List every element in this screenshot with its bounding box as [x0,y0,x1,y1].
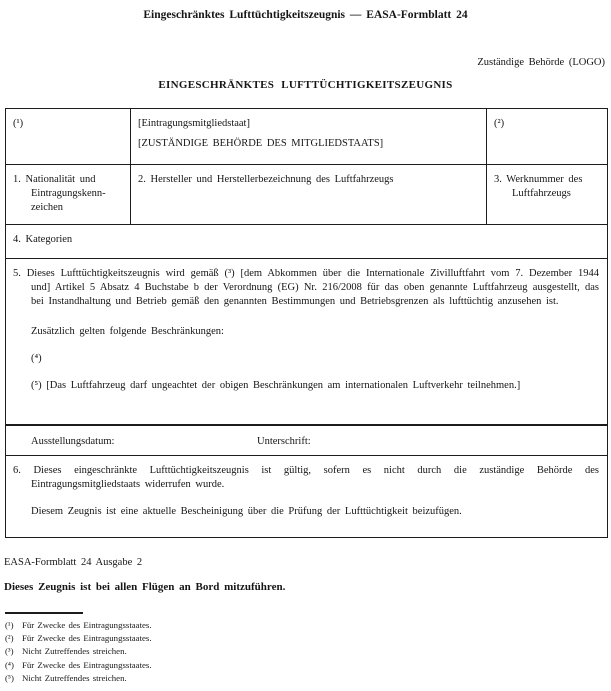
field-nationality-label: 1. Nationalität und Eintragungskenn-zeichen [13,174,106,213]
item-5-restrictions-intro: Zusätzlich gelten folgende Beschränkungen: [31,326,224,337]
item-6-cell [6,456,608,538]
carry-on-board-note: Dieses Zeugnis ist bei allen Flügen an Bord mitzuführen. [4,581,286,593]
signature-label: Unterschrift: [257,435,311,447]
footnote-line-1 [5,619,152,632]
footnote-line-4 [5,659,152,672]
field-manufacturer-label: 2. Hersteller und Herstellerbezeichnung des Luftfahrzeugs [138,174,394,185]
footnote-text-3: Nicht Zutreffendes streichen. [22,646,127,657]
item-5-paragraph: 5. Dieses Lufttüchtigkeitszeugnis wird gemäß (³) [dem Abkommen über die Internationale Zivilluftfahrt vom 7. Dezember 1944 und] Artikel 5 Absatz 4 Buchstabe b der Verordnung (EG) Nr. 216/2008 für das oben genannte Luftfahrzeug ausgestellt, das bei Instandhaltung und Betrieb gemäß den genannten Bestimmungen und Betriebsgrenzen als lufttüchtig anzusehen ist. [13,268,599,307]
footnote-marker-3: (³) [5,646,14,657]
footnote-marker-4: (⁴) [5,659,14,670]
field-manufacturer-cell [131,165,487,225]
field-nationality-cell [6,165,131,225]
footnote-line-5 [5,672,152,685]
footnote-ref-2: (²) [494,118,505,129]
certificate-table [5,108,608,538]
member-state-line: [Eintragungsmitgliedstaat] [138,118,250,129]
member-state-cell [131,109,487,165]
item-5-cell [6,259,608,425]
item-5-international-note: (⁵) [Das Luftfahrzeug darf ungeachtet der obigen Beschränkungen am internationalen Luftverkehr teilnehmen.] [31,380,521,391]
footnote-ref-1-cell [6,109,131,165]
form-title: Eingeschränktes Lufttüchtigkeitszeugnis — EASA-Formblatt 24 [143,9,468,21]
field-categories-cell [6,225,608,259]
authority-logo-label: Zuständige Behörde (LOGO) [477,57,605,68]
footnote-line-2 [5,632,152,645]
footnote-line-3 [5,645,152,658]
item-6-paragraph-1: 6. Dieses eingeschränkte Lufttüchtigkeitszeugnis ist gültig, sofern es nicht durch die zuständige Behörde des Eintragungsmitgliedstaats widerrufen wurde. [13,465,599,490]
signature-row [6,425,608,456]
footnote-marker-1: (¹) [5,620,14,630]
footnote-text-4: Für Zwecke des Eintragungsstaates. [22,659,152,670]
field-categories-label: 4. Kategorien [13,234,73,245]
field-serial-number-label: 3. Werknummer des Luftfahrzeugs [494,174,583,199]
header-row [6,109,608,165]
footnote-marker-2: (²) [5,633,14,644]
item-5-row [6,259,608,425]
item-6-row [6,456,608,538]
footnote-text-2: Für Zwecke des Eintragungsstaates. [22,633,152,644]
footnote-ref-1: (¹) [13,118,24,129]
footnote-text-1: Für Zwecke des Eintragungsstaates. [22,620,152,630]
footnote-ref-4: (⁴) [31,353,42,364]
field-serial-number-cell [487,165,608,225]
footnote-ref-2-cell [487,109,608,165]
issue-date-label: Ausstellungsdatum: [31,435,115,447]
footnotes-list [5,619,152,685]
certificate-heading: EINGESCHRÄNKTES LUFTTÜCHTIGKEITSZEUGNIS [158,79,453,91]
item-6-paragraph-2: Diesem Zeugnis ist eine aktuelle Bescheinigung über die Prüfung der Lufttüchtigkeit beizufügen. [31,506,462,517]
footnote-separator-rule [5,612,83,614]
footnote-text-5: Nicht Zutreffendes streichen. [22,672,127,683]
signature-cell [6,425,608,456]
categories-row [6,225,608,259]
member-state-authority-line: [ZUSTÄNDIGE BEHÖRDE DES MITGLIEDSTAATS] [138,138,384,149]
form-edition-note: EASA-Formblatt 24 Ausgabe 2 [4,557,143,568]
fields-row [6,165,608,225]
footnote-marker-5: (⁵) [5,672,14,683]
